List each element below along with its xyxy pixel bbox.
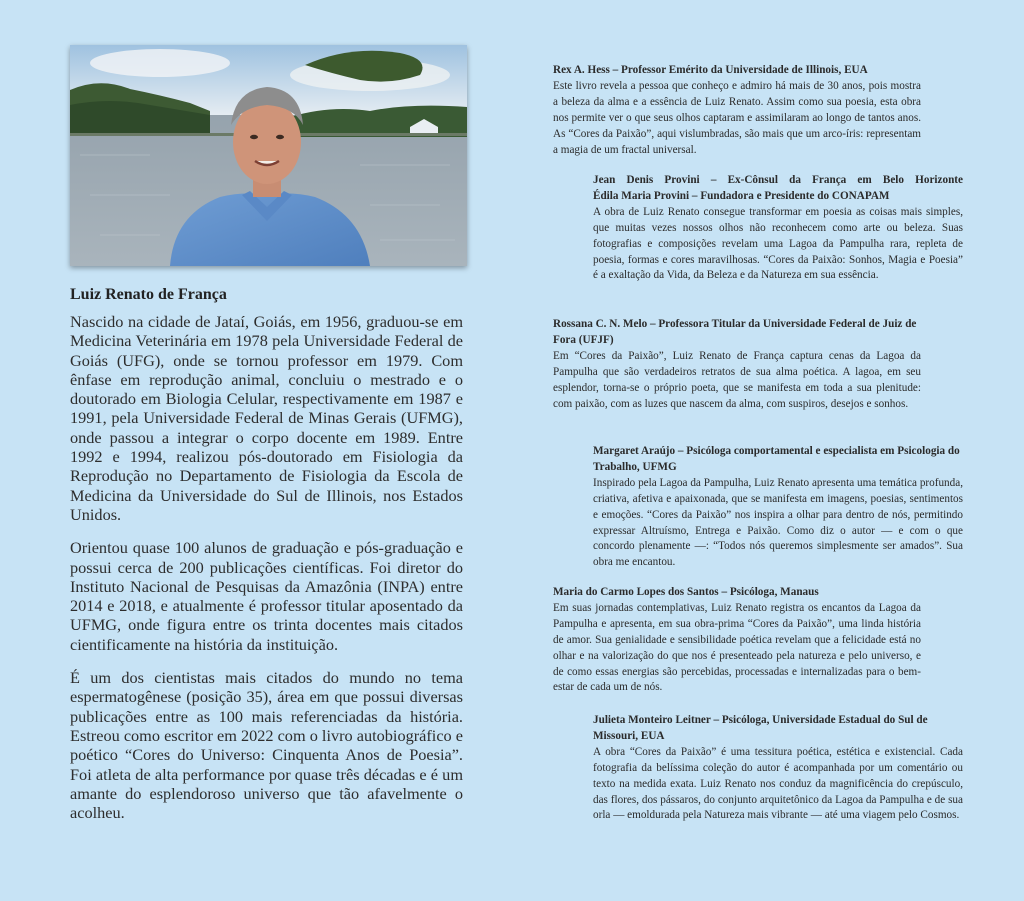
bio-paragraph: Nascido na cidade de Jataí, Goiás, em 1956, graduou-se em Medicina Veterinária em 1978 pela Universidade Federal de Goiás (UFG), onde se tornou professor em 1979. Com ênfase em reprodução animal, concluiu o mestrado e o doutorado em Biologia Celular, respectivamente em 1987 e 1991, pela Universidade Federal de Minas Gerais (UFMG), onde passou a integrar o corpo docente em 1989. Entre 1992 e 1994, realizou pós-doutorado em Fisiologia da Reprodução no Departamento de Fisiologia da Escola de Medicina da Universidade do Sul de Illinois, nos Estados Unidos. [70, 312, 463, 524]
testimonial-heading: Maria do Carmo Lopes dos Santos – Psicóloga, Manaus [553, 586, 819, 598]
testimonial-heading: Rossana C. N. Melo – Professora Titular da Universidade Federal de Juiz de Fora (UFJF) [553, 318, 917, 346]
testimonial-araujo [593, 444, 963, 571]
testimonial-text: A obra “Cores da Paixão” é uma tessitura poética, estética e existencial. Cada fotografia da belíssima coleção do autor é acompanhada por um comentário ou texto na medida exata. Luiz Renato nos conduz da magnificência do crepúsculo, das flores, dos pássaros, do conjunto arquitetônico da Lagoa da Pampulha e de sua orla — emoldurada pela Natureza mais vibrante — até uma viagem pelo Cosmos. [593, 745, 963, 822]
testimonial-hess [553, 63, 921, 158]
testimonial-provini [593, 173, 963, 284]
testimonial-text: Em suas jornadas contemplativas, Luiz Renato registra os encantos da Lagoa da Pampulha e apresenta, em sua obra-prima “Cores da Paixão”, uma linda história de amor. Sua genialidade e sensibilidade poética revelam que a felicidade está no olhar e na valorização do que nos é presenteado pela natureza e pelo universo, e de como essas energias são percebidas, processadas e internalizadas para o bem-estar de cada um de nós. [553, 601, 921, 694]
testimonial-heading: Margaret Araújo – Psicóloga comportamental e especialista em Psicologia do Trabalho, UFMG [593, 445, 960, 473]
testimonial-heading-secondary: Édila Maria Provini – Fundadora e Presidente do CONAPAM [593, 189, 890, 202]
testimonial-heading: Rex A. Hess – Professor Emérito da Universidade de Illinois, EUA [553, 64, 868, 76]
author-name: Luiz Renato de França [70, 286, 227, 303]
testimonial-melo [553, 317, 921, 412]
testimonial-text: A obra de Luiz Renato consegue transformar em poesia as coisas mais simples, que muitas vezes nossos olhos não reconhecem como arte ou beleza. Suas fotografias e composições revelam uma Lagoa da Pampulha rara, repleta de poesia, formas e cores maravilhosas. “Cores da Paixão: Sonhos, Magia e Poesia” é a exaltação da Vida, da Beleza e da Natureza em sua essência. [593, 205, 963, 282]
bio-paragraph: É um dos cientistas mais citados do mundo no tema espermatogênese (posição 35), área em que possui diversas publicações entre as 100 mais referenciadas da história. Estreou como escritor em 2022 com o livro autobiográfico e poético “Cores do Universo: Cinquenta Anos de Poesia”. Foi atleta de alta performance por quase três décadas e é um amante do esplendoroso universo que tão afavelmente o acolheu. [70, 668, 463, 823]
testimonial-leitner [593, 713, 963, 824]
bio-paragraph: Orientou quase 100 alunos de graduação e pós-graduação e possui cerca de 200 publicações científicas. Foi diretor do Instituto Nacional de Pesquisas da Amazônia (INPA) entre 2014 e 2018, e atualmente é professor titular aposentado da UFMG, onde figura entre os trinta docentes mais citados cientificamente na história da instituição. [70, 538, 463, 654]
testimonial-santos [553, 585, 921, 696]
author-biography [70, 312, 463, 836]
testimonial-heading: Julieta Monteiro Leitner – Psicóloga, Universidade Estadual do Sul de Missouri, EUA [593, 714, 928, 742]
author-photo [70, 45, 467, 266]
testimonial-heading: Jean Denis Provini – Ex-Cônsul da França em Belo Horizonte [593, 174, 963, 186]
testimonial-text: Em “Cores da Paixão”, Luiz Renato de França captura cenas da Lagoa da Pampulha que são verdadeiros retratos de sua alma poética. A lagoa, em seu esplendor, torna-se o próprio poeta, que se manifesta em toda a sua plenitude: com paixão, com as luzes que nascem da alma, com suspiros, desejos e sonhos. [553, 349, 921, 410]
testimonial-text: Inspirado pela Lagoa da Pampulha, Luiz Renato apresenta uma temática profunda, criativa, afetiva e apaixonada, que se manifesta em imagens, poesias, sentimentos e emoções. “Cores da Paixão” nos inspira a olhar para dentro de nós, permitindo expressar Altruísmo, Entrega e Paixão. Como diz o autor — e com o que concordo plenamente —: “Todos nós queremos simplesmente ser amados”. Sua obra me encantou. [593, 476, 963, 569]
testimonial-text: Este livro revela a pessoa que conheço e admiro há mais de 30 anos, pois mostra a beleza da alma e a essência de Luiz Renato. Assim como sua poesia, esta obra nos permite ver o que seus olhos captaram e assimilaram ao longo de tantos anos. As “Cores da Paixão”, aqui vislumbradas, são mais que um arco-íris: representam a magia de um fractal universal. [553, 79, 921, 156]
